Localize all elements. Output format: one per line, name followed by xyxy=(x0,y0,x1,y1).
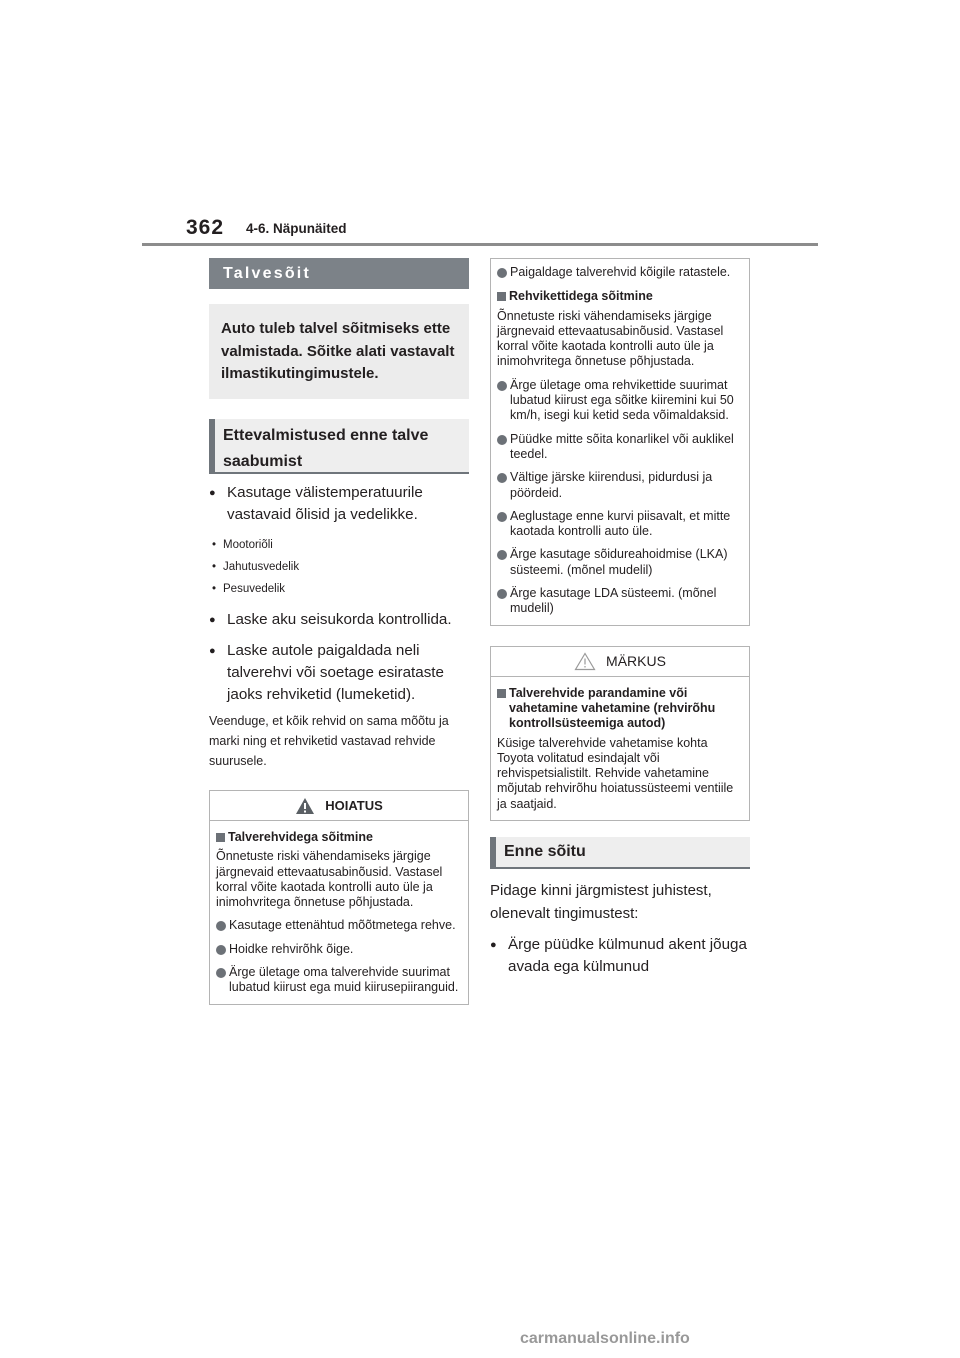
prep-heading: Ettevalmistused enne talve saabumist xyxy=(209,419,469,474)
notice-subtitle: Talverehvide parandamine või vahetamine vahetamine (rehvirõhu kontrollsüsteemiga autod) xyxy=(497,686,743,732)
notice-box xyxy=(490,646,750,821)
list-item: Ärge kasutage sõidureahoidmise (LKA) süsteemi. (mõnel mudelil) xyxy=(497,547,743,578)
list-item: Püüdke mitte sõita konarlikel või auklikel teedel. xyxy=(497,432,743,463)
section-title: Talvesõit xyxy=(209,258,469,289)
bullet-battery: ● Laske aku seisukorda kontrollida. xyxy=(209,609,469,631)
page-number: 362 xyxy=(186,216,225,239)
chains-text: Õnnetuste riski vähendamiseks järgige järgnevaid ettevaatusabinõusid. Vastasel korral võite kaotada kontrolli auto üle ja inimohvritega õnnetuse põhjustada. xyxy=(497,308,724,369)
warning-subtitle: Talverehvidega sõitmine xyxy=(216,830,462,845)
intro-box: Auto tuleb talvel sõitmiseks ette valmistada. Sõitke alati vastavalt ilmastikutingimustele. xyxy=(209,304,469,399)
notice-icon xyxy=(574,652,596,671)
warning-box xyxy=(209,790,469,1005)
notice-text: Küsige talverehvide vahetamise kohta Toyota volitatud esindajalt või rehvispetsialistilt. Rehvide vahetamine mõjutab rehvirõhu hoiatussüsteemi ventiile ja saatjaid. xyxy=(497,735,734,811)
list-item: Vältige järske kiirendusi, pidurdusi ja pöördeid. xyxy=(497,470,743,501)
warning-text: Õnnetuste riski vähendamiseks järgige järgnevaid ettevaatusabinõusid. Vastasel korral võite kaotada kontrolli auto üle ja inimohvritega õnnetuse põhjustada. xyxy=(216,849,443,910)
header-rule xyxy=(142,243,818,246)
section-header: 4-6. Näpunäited xyxy=(246,221,347,236)
watermark: carmanualsonline.info xyxy=(520,1330,690,1347)
list-item: • Jahutusvedelik xyxy=(209,556,469,578)
bullet-fluids: ● Kasutage välistemperatuurile vastavaid õlisid ja vedelikke. xyxy=(209,482,469,526)
left-column xyxy=(209,258,469,1005)
fluid-list xyxy=(209,534,469,600)
warning-continued-box xyxy=(490,258,750,626)
list-item: • Mootoriõli xyxy=(209,534,469,556)
list-item: Aeglustage enne kurvi piisavalt, et mitte kaotada kontrolli auto üle. xyxy=(497,509,743,540)
chains-subtitle: Rehvikettidega sõitmine xyxy=(497,289,743,304)
notice-header xyxy=(491,647,749,677)
warning-header xyxy=(210,791,468,821)
right-column xyxy=(490,258,750,978)
notice-body xyxy=(491,677,749,820)
list-item: Hoidke rehvirõhk õige. xyxy=(216,942,462,957)
bullet-tires: ● Laske autole paigaldada neli talverehvi või soetage esirataste jaoks rehviketid (lumeketid). xyxy=(209,640,469,706)
warning-icon xyxy=(295,797,315,815)
before-driving-text: Pidage kinni järgmistest juhistest, olenevalt tingimustest: xyxy=(490,882,712,923)
list-item: • Pesuvedelik xyxy=(209,578,469,600)
list-item: Paigaldage talverehvid kõigile ratastele. xyxy=(497,265,743,280)
list-item: Ärge kasutage LDA süsteemi. (mõnel mudelil) xyxy=(497,586,743,617)
warning-label: HOIATUS xyxy=(325,798,383,813)
notice-label: MÄRKUS xyxy=(606,653,666,670)
bullet-frozen-window: ● Ärge püüdke külmunud akent jõuga avada ega külmunud xyxy=(490,934,750,978)
warning-body xyxy=(210,821,468,1004)
warning-continued-body xyxy=(491,259,749,625)
list-item: Ärge ületage oma rehvikettide suurimat lubatud kiirust ega sõitke kiiremini kui 50 km/h, isegi kui ketid seda võimaldaksid. xyxy=(497,378,743,424)
list-item: Ärge ületage oma talverehvide suurimat lubatud kiirust ega muid kiirusepiiranguid. xyxy=(216,965,462,996)
list-item: Kasutage ettenähtud mõõtmetega rehve. xyxy=(216,918,462,933)
tire-note: Veenduge, et kõik rehvid on sama mõõtu ja marki ning et rehviketid vastavad rehvide suurusele. xyxy=(209,714,449,768)
before-driving-heading: Enne sõitu xyxy=(490,837,750,869)
